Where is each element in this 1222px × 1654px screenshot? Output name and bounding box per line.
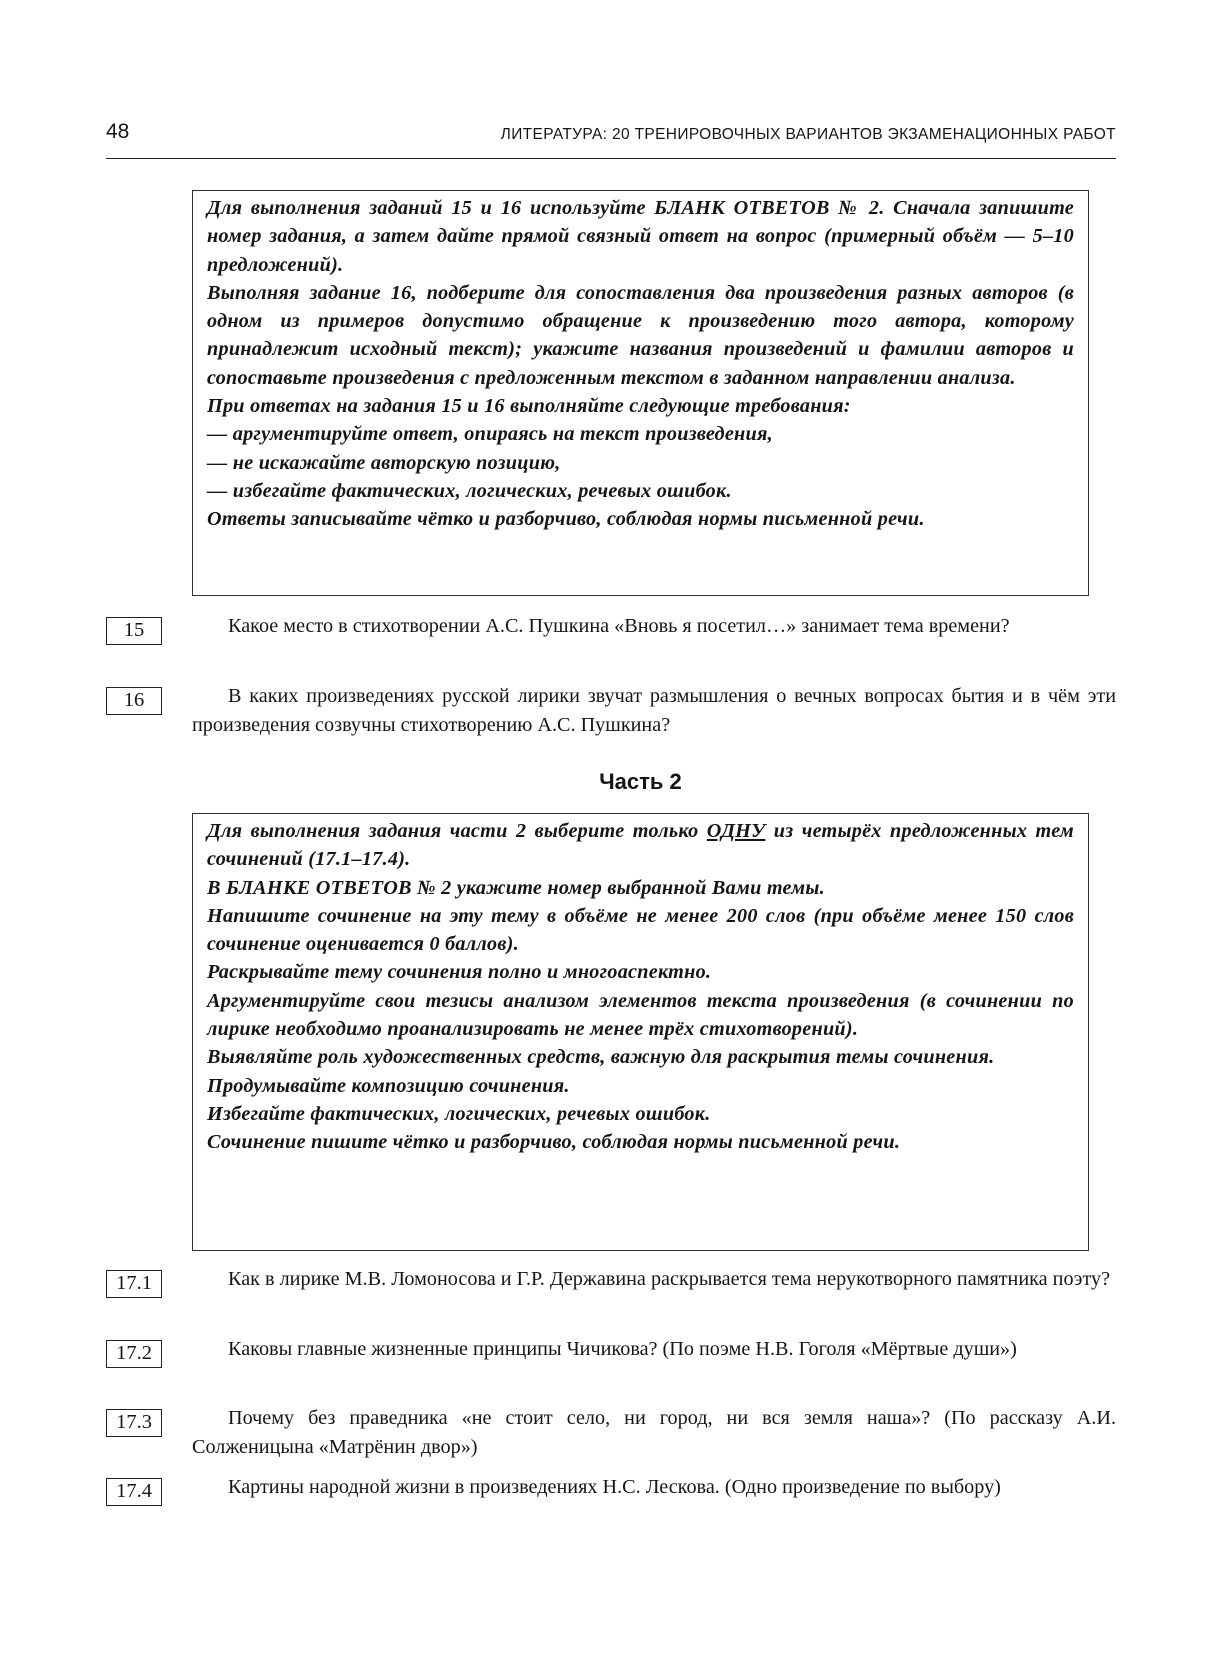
task-question: В каких произведениях русской лирики звучат размышления о вечных вопросах бытия и в чём эти произведения созвучны стихотворению А.С. Пушкина? (192, 685, 1116, 736)
part2-instructions-box (192, 813, 1089, 1251)
running-title: ЛИТЕРАТУРА: 20 ТРЕНИРОВОЧНЫХ ВАРИАНТОВ ЭКЗАМЕНАЦИОННЫХ РАБОТ (500, 126, 1116, 143)
instruction-paragraph: Для выполнения заданий 15 и 16 используйте БЛАНК ОТВЕТОВ № 2. Сначала запишите номер задания, а затем дайте прямой связный ответ на вопрос (примерный объём — 5–10 предложений). (207, 197, 1074, 276)
task-number-box: 17.4 (106, 1478, 162, 1506)
instruction-paragraph: Избегайте фактических, логических, речевых ошибок. (207, 1102, 711, 1125)
task-question: Картины народной жизни в произведениях Н.С. Лескова. (Одно произведение по выбору) (228, 1476, 1001, 1498)
instruction-paragraph: Выявляйте роль художественных средств, важную для раскрытия темы сочинения. (207, 1046, 995, 1069)
section-title: Часть 2 (599, 769, 682, 794)
instruction-requirement: — аргументируйте ответ, опираясь на текст произведения, (207, 423, 773, 446)
instruction-paragraph: Ответы записывайте чётко и разборчиво, соблюдая нормы письменной речи. (207, 508, 925, 531)
instruction-paragraph: В БЛАНКЕ ОТВЕТОВ № 2 укажите номер выбранной Вами темы. (207, 876, 825, 899)
task-number-box: 17.2 (106, 1340, 162, 1368)
instruction-text: из четырёх предложенных тем сочинений (17.1–17.4). (207, 820, 1074, 871)
instruction-paragraph (207, 817, 1074, 874)
task-number-box: 15 (106, 617, 162, 645)
task-question: Каковы главные жизненные принципы Чичикова? (По поэме Н.В. Гоголя «Мёртвые души») (228, 1338, 1017, 1360)
task-question: Какое место в стихотворении А.С. Пушкина «Вновь я посетил…» занимает тема времени? (228, 615, 1010, 637)
instruction-paragraph: При ответах на задания 15 и 16 выполняйте следующие требования: (207, 395, 851, 418)
instruction-paragraph: Раскрывайте тему сочинения полно и многоаспектно. (207, 961, 712, 984)
page-number: 48 (106, 120, 130, 143)
task-question: Почему без праведника «не стоит село, ни город, ни вся земля наша»? (По рассказу А.И. Солженицына «Матрёнин двор») (192, 1407, 1116, 1458)
task-question: Как в лирике М.В. Ломоносова и Г.Р. Державина раскрывается тема нерукотворного памятника поэту? (228, 1268, 1111, 1290)
task-number-box: 17.1 (106, 1270, 162, 1298)
instruction-paragraph: Аргументируйте свои тезисы анализом элементов текста произведения (в сочинении по лирике необходимо проанализировать не менее трёх стихотворений). (207, 989, 1074, 1041)
instruction-paragraph: Сочинение пишите чётко и разборчиво, соблюдая нормы письменной речи. (207, 1131, 901, 1154)
instruction-requirement: — не искажайте авторскую позицию, (207, 451, 561, 474)
instruction-paragraph: Напишите сочинение на эту тему в объёме не менее 200 слов (при объёме менее 150 слов сочинение оценивается 0 баллов). (207, 904, 1074, 956)
instruction-emphasis: ОДНУ (706, 820, 766, 842)
instruction-requirement: — избегайте фактических, логических, речевых ошибок. (207, 479, 732, 502)
part1-instructions-box (192, 190, 1089, 596)
instruction-paragraph: Продумывайте композицию сочинения. (207, 1074, 570, 1097)
instruction-paragraph: Выполняя задание 16, подберите для сопоставления два произведения разных авторов (в одном из примеров допустимо обращение к произведению того автора, которому принадлежит исходный текст); укажите названия произведений и фамилии авторов и сопоставьте произведения с предложенным текстом в заданном направлении анализа. (207, 281, 1074, 389)
task-number-box: 16 (106, 687, 162, 715)
task-number-box: 17.3 (106, 1409, 162, 1437)
page-header (106, 120, 1116, 159)
instruction-text: Для выполнения задания части 2 выберите только (207, 820, 707, 842)
